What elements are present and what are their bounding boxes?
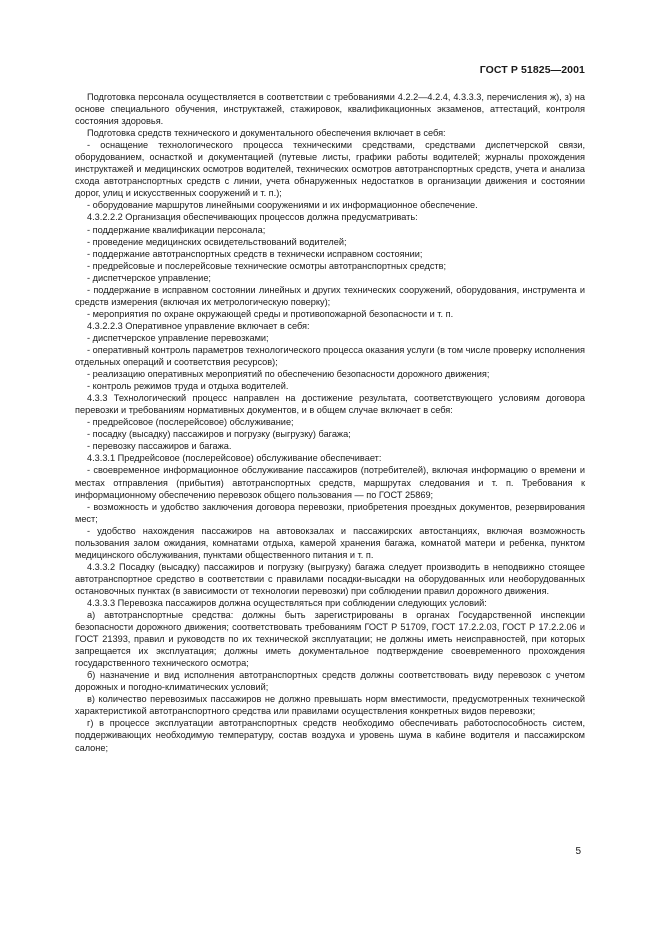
list-item: - диспетчерское управление; <box>87 272 211 283</box>
section-heading: 4.3.3.1 Предрейсовое (послерейсовое) обслуживание обеспечивает: <box>87 453 382 464</box>
section-heading: 4.3.2.2.2 Организация обеспечивающих процессов должна предусматривать: <box>87 212 418 223</box>
paragraph: Подготовка персонала осуществляется в соответствии с требованиями 4.2.2—4.2.4, 4.3.3.3, перечисления ж), з) на основе специального обучения, инструктажей, стажировок, квалификационных экзаменов, аттестаций, контроля состояния здоровья. <box>75 92 585 127</box>
list-item: - оборудование маршрутов линейными сооружениями и их информационное обеспечение. <box>87 200 478 211</box>
section-heading: 4.3.2.2.3 Оперативное управление включает в себя: <box>87 320 310 331</box>
list-item: - посадку (высадку) пассажиров и погрузку (выгрузку) багажа; <box>87 429 351 440</box>
list-item: в) количество перевозимых пассажиров не должно превышать норм вместимости, предусмотренных технической характеристикой автотранспортного средства или правилами осуществления конкретных видов перевозки; <box>75 694 585 717</box>
list-item: - поддержание квалификации персонала; <box>87 224 266 235</box>
section-heading: 4.3.3.3 Перевозка пассажиров должна осуществляться при соблюдении следующих условий: <box>87 597 487 608</box>
document-header: ГОСТ Р 51825—2001 <box>479 64 585 76</box>
list-item: - контроль режимов труда и отдыха водителей. <box>87 381 289 392</box>
list-item: - диспетчерское управление перевозками; <box>87 332 269 343</box>
list-item: - предрейсовые и послерейсовые технические осмотры автотранспортных средств; <box>87 260 447 271</box>
list-item: - проведение медицинских освидетельствований водителей; <box>87 236 347 247</box>
list-item: - реализацию оперативных мероприятий по обеспечению безопасности дорожного движения; <box>87 369 490 380</box>
list-item: - поддержание автотранспортных средств в технически исправном состоянии; <box>87 248 423 259</box>
paragraph: Подготовка средств технического и документального обеспечения включает в себя: <box>87 128 446 139</box>
list-item: - оперативный контроль параметров технологического процесса оказания услуги (в том числе проверку исполнения отдельных операций и соответствия ресурсов); <box>75 344 585 368</box>
list-item: - перевозку пассажиров и багажа. <box>87 441 232 452</box>
document-body <box>75 91 585 754</box>
section-heading: 4.3.3 Технологический процесс направлен на достижение результата, соответствующего условиям договора перевозки и требованиям нормативных документов, и в общем случае включает в себя: <box>75 393 585 416</box>
list-item: - своевременное информационное обслуживание пассажиров (потребителей), включая информацию о времени и местах отправления (прибытия) автотранспортных средств, маршрутах следования и т. п. Требования к информационному обеспечению перевозок общего пользования — по ГОСТ 25869; <box>75 465 585 500</box>
list-item: б) назначение и вид исполнения автотранспортных средств должны соответствовать виду перевозок с учетом дорожных и погодно-климатических условий; <box>75 670 585 693</box>
list-item: - мероприятия по охране окружающей среды и противопожарной безопасности и т. п. <box>87 308 454 319</box>
list-item: а) автотранспортные средства: должны быть зарегистрированы в органах Государственной инспекции безопасности дорожного движения; соответствовать требованиям ГОСТ Р 51709, ГОСТ 17.2.2.03, ГОСТ Р 17.2.2.06 и ГОСТ 21393, правил и руководств по их технической эксплуатации; не должны иметь неисправностей, при которых запрещается их эксплуатация; должны иметь документальное подтверждение своевременного прохождения государственного технического осмотра; <box>75 610 585 669</box>
list-item: - оснащение технологического процесса техническими средствами, средствами диспетчерской связи, оборудованием, оснасткой и документацией (путевые листы, графики работы водителей; журналы прохождения инструктажей и медицинских осмотров водителей, технических осмотров автотранспортных средств, учета и анализа схода автотранспортных средств с линии, учета обнаруженных недостатков в организации движения и состоянии дорог, улиц и искусственных сооружений и т. п.); <box>75 140 585 199</box>
section-heading: 4.3.3.2 Посадку (высадку) пассажиров и погрузку (выгрузку) багажа следует производить в неподвижно стоящее автотранспортное средство в соответствии с правилами посадки-высадки на оборудованных или необорудованных остановочных пунктах (в зависимости от технологии перевозки) при соблюдении правил дорожного движения. <box>75 561 585 596</box>
list-item: - поддержание в исправном состоянии линейных и других технических сооружений, оборудования, инструмента и средств измерения (включая их метрологическую поверку); <box>75 284 585 307</box>
page-number: 5 <box>575 846 581 857</box>
list-item: - предрейсовое (послерейсовое) обслуживание; <box>87 417 294 428</box>
list-item: - возможность и удобство заключения договора перевозки, приобретения проездных документов, резервирования мест; <box>75 501 585 524</box>
list-item: - удобство нахождения пассажиров на автовокзалах и пассажирских автостанциях, включая возможность пользования залом ожидания, комнатами отдыха, камерой хранения багажа, комнатой матери и ребенка, пунктом медицинского обслуживания, пунктами общественного питания и т. п. <box>75 525 585 560</box>
list-item: г) в процессе эксплуатации автотранспортных средств необходимо обеспечивать работоспособность систем, поддерживающих необходимую температуру, состав воздуха и уровень шума в кабине водителя и пассажирском салоне; <box>75 718 585 753</box>
